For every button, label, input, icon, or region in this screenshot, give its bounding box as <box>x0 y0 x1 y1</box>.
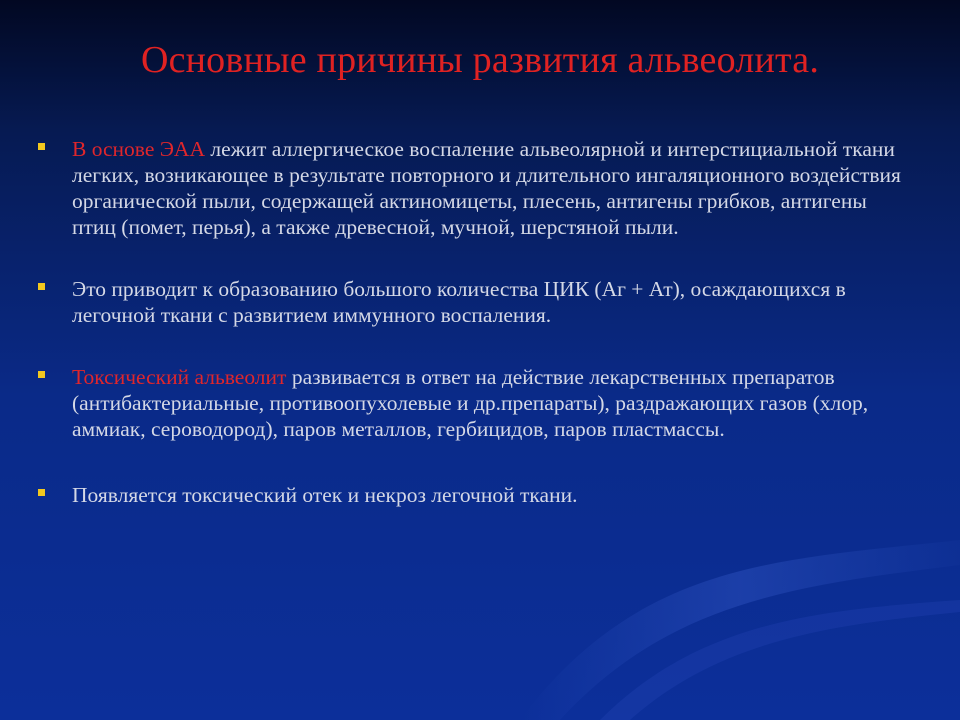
slide-title: Основные причины развития альвеолита. <box>140 39 820 81</box>
bullet-text: развивается в ответ на действие лекарственных препаратов (антибактериальные, противоопухолевые и др.препараты), раздражающих газов (хлор, аммиак, сероводород), паров металлов, гербицидов, паров пластмассы. <box>72 365 869 441</box>
highlighted-term: В основе ЭАА <box>72 137 205 161</box>
bullet-list <box>36 136 916 508</box>
bullet-text: лежит аллергическое воспаление альвеолярной и интерстициальной ткани легких, возникающее в результате повторного и длительного ингаляционного воздействия органической пыли, содержащей актиномицеты, плесень, антигены грибков, антигены птиц (помет, перья), а также древесной, мучной, шерстяной пыли. <box>72 137 901 239</box>
square-bullet-icon <box>38 143 45 150</box>
bullet-item-toxic-edema <box>36 482 916 508</box>
square-bullet-icon <box>38 371 45 378</box>
bullet-item-immune-complexes <box>36 276 916 328</box>
square-bullet-icon <box>38 489 45 496</box>
square-bullet-icon <box>38 283 45 290</box>
bullet-text: Появляется токсический отек и некроз легочной ткани. <box>72 483 578 507</box>
bullet-text: Это приводит к образованию большого количества ЦИК (Аг + Ат), осаждающихся в легочной ткани с развитием иммунного воспаления. <box>72 277 846 327</box>
highlighted-term: Токсический альвеолит <box>72 365 287 389</box>
bullet-item-toxic-alveolitis <box>36 364 916 442</box>
bullet-item-allergic-cause <box>36 136 916 240</box>
